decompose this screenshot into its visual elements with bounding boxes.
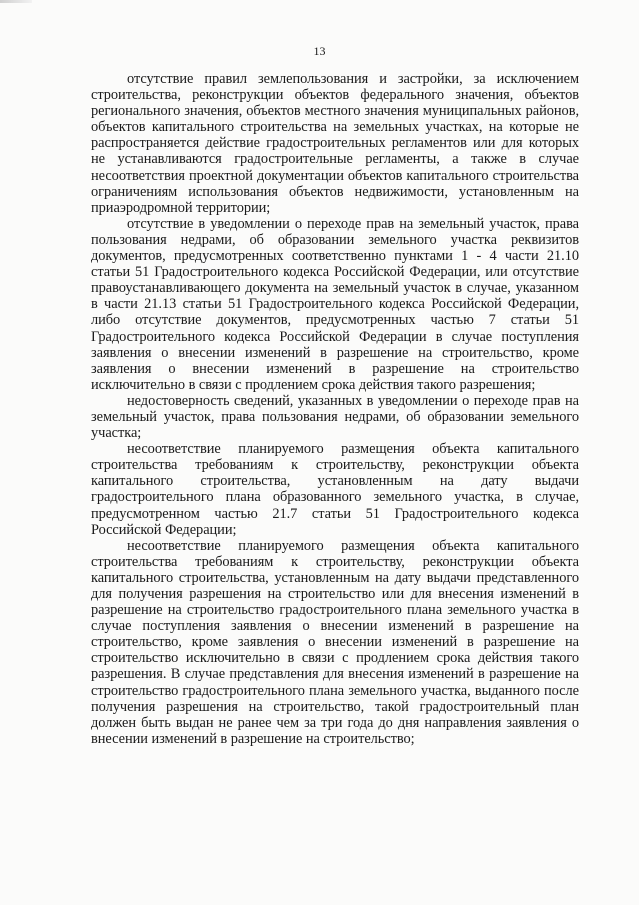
paragraph-noncompliance-formed-plot: несоответствие планируемого размещения объекта капитального строительства требованиям к строительству, реконструкции объекта капитального строительства, установленным на дату выдачи градостроительного плана образованного земельного участка, в случае, предусмотренном частью 21.7 статьи 51 Градостроительного кодекса Российской Федерации; (91, 441, 579, 538)
scan-edge-mark (0, 0, 32, 3)
paragraph-unreliable-information: недостоверность сведений, указанных в уведомлении о переходе прав на земельный участок, права пользования недрами, об образовании земельного участка; (91, 392, 579, 442)
paragraph-missing-notification-details: отсутствие в уведомлении о переходе прав на земельный участок, права пользования недрами, об образовании земельного участка реквизитов документов, предусмотренных соответственно пунктами 1 - 4 части 21.10 статьи 51 Градостроительного кодекса Российской Федерации, или отсутствие правоустанавливающего документа на земельный участок в случае, указанном в части 21.13 статьи 51 Градостроительного кодекса Российской Федерации, либо отсутствие документов, предусмотренных частью 7 статьи 51 Градостроительного кодекса Российской Федерации в случае поступления заявления о внесении изменений в разрешение на строительство, кроме заявления о внесении изменений в разрешение на строительство исключительно в связи с продлением срока действия такого разрешения; (91, 215, 579, 393)
paragraph-noncompliance-urban-plan: несоответствие планируемого размещения объекта капитального строительства требованиям к строительству, реконструкции объекта капитального строительства, установленным на дату выдачи представленного для получения разрешения на строительство или для внесения изменений в разрешение на строительство градостроительного плана земельного участка в случае поступления заявления о внесении изменений в разрешение на строительство, кроме заявления о внесении изменений в разрешение на строительство исключительно в связи с продлением срока действия такого разрешения. В случае представления для внесения изменений в разрешение на строительство градостроительного плана земельного участка, выданного после получения разрешения на строительство, такой градостроительный план должен быть выдан не ранее чем за три года до дня направления заявления о внесении изменений в разрешение на строительство; (91, 537, 579, 747)
paragraph-land-use-rules: отсутствие правил землепользования и застройки, за исключением строительства, реконструкции объектов федерального значения, объектов регионального значения, объектов местного значения муниципальных районов, объектов капитального строительства на земельных участках, на которые не распространяется действие градостроительных регламентов или для которых не устанавливаются градостроительные регламенты, а также в случае несоответствия проектной документации объектов капитального строительства ограничениям использования объектов недвижимости, установленным на приаэродромной территории; (91, 71, 579, 216)
document-body (91, 71, 579, 747)
page-number: 13 (313, 44, 326, 58)
